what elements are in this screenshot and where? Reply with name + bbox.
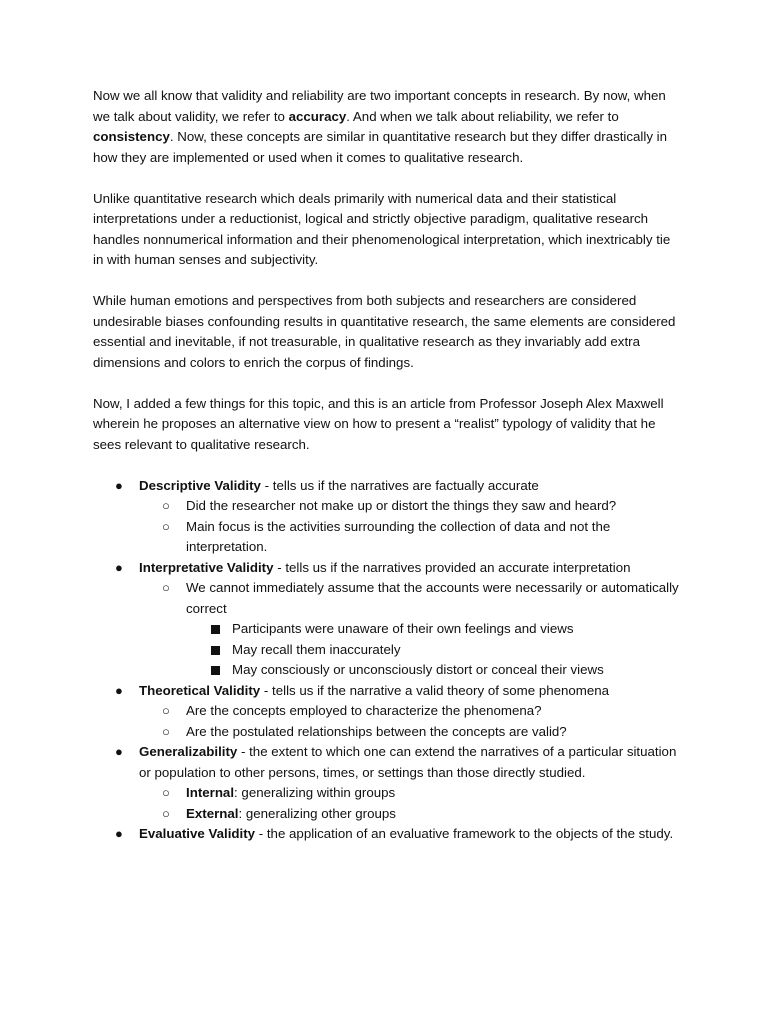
list-subitem [93,517,683,558]
circle-bullet-icon: ○ [162,498,170,513]
paragraph-emotions: While human emotions and perspectives from both subjects and researchers are considered undesirable biases confounding results in quantitative research, the same elements are considered essential and inevitable, if not treasurable, in qualitative research as they invariably add extra dimensions and colors to enrich the corpus of findings. [93,293,676,370]
list-subitem [93,804,683,825]
list-term: Descriptive Validity [139,477,261,493]
list-subsubitem [93,660,683,681]
circle-bullet-icon: ○ [162,703,170,718]
document-page [93,86,683,845]
subitem-text: : generalizing other groups [238,805,396,821]
subitem-text: Are the concepts employed to characterize the phenomena? [186,703,542,718]
circle-bullet-icon: ○ [162,805,170,821]
subsubitem-text: May consciously or unconsciously distort or conceal their views [232,662,604,677]
list-desc: - tells us if the narratives provided an accurate interpretation [273,559,631,575]
list-desc: - tells us if the narrative a valid theory of some phenomena [260,682,610,698]
list-term: Generalizability [139,744,238,759]
paragraph-intro [93,86,683,168]
list-term: Interpretative Validity [139,559,274,575]
list-subitem [93,701,683,722]
text-run: . Now, these concepts are similar in quantitative research but they differ drastically in how they are implemented or used when it comes to qualitative research. [93,129,668,165]
subitem-text: Main focus is the activities surrounding the collection of data and not the interpretation. [186,518,611,554]
subitem-text: Are the postulated relationships between the concepts are valid? [186,723,567,739]
bullet-icon: ● [115,559,123,575]
list-item-theoretical [93,681,683,702]
list-desc: - the extent to which one can extend the narratives of a particular situation or population to other persons, times, or settings than those directly studied. [139,744,677,780]
list-subitem [93,578,683,619]
term-consistency: consistency [93,129,170,144]
list-subsubitem [93,619,683,640]
term-accuracy: accuracy [288,108,347,124]
bullet-icon: ● [115,477,123,493]
text-run: . And when we talk about reliability, we refer to [346,108,619,124]
list-item-descriptive [93,476,683,497]
circle-bullet-icon: ○ [162,580,170,595]
paragraph-maxwell: Now, I added a few things for this topic, and this is an article from Professor Joseph Alex Maxwell wherein he proposes an alternative view on how to present a “realist” typology of validity that he sees relevant to qualitative research. [93,395,664,452]
list-desc: - tells us if the narratives are factually accurate [260,477,539,493]
subitem-text: Did the researcher not make up or distort the things they saw and heard? [186,498,617,513]
bullet-icon: ● [115,682,123,698]
square-bullet-icon [211,646,220,655]
subitem-text: We cannot immediately assume that the accounts were necessarily or automatically correct [186,580,679,616]
list-desc: - the application of an evaluative framework to the objects of the study. [255,826,674,841]
circle-bullet-icon: ○ [162,723,170,739]
subitem-text: : generalizing within groups [234,785,396,800]
validity-list [93,476,683,845]
subsubitem-text: May recall them inaccurately [232,641,401,657]
list-subitem [93,496,683,517]
list-item-evaluative [93,824,683,845]
paragraph-quantitative: Unlike quantitative research which deals primarily with numerical data and their statistical interpretations under a reductionist, logical and strictly objective paradigm, qualitative research handles nonnumerical information and their phenomenological interpretation, which inextricably tie in with human senses and subjectivity. [93,190,671,267]
list-item-generalizability [93,742,683,783]
text-run: Now we all know that validity and reliability are two important concepts in research. By now, when we talk about validity, we refer to [93,88,666,124]
list-term: Evaluative Validity [139,826,256,841]
subsubitem-text: Participants were unaware of their own feelings and views [232,621,574,636]
subitem-term: External [186,805,239,821]
list-subitem [93,722,683,743]
square-bullet-icon [211,666,220,675]
list-term: Theoretical Validity [139,682,261,698]
list-subitem [93,783,683,804]
bullet-icon: ● [115,744,123,759]
subitem-term: Internal [186,785,235,800]
circle-bullet-icon: ○ [162,785,170,800]
list-item-interpretative [93,558,683,579]
list-subsubitem [93,640,683,661]
square-bullet-icon [211,625,220,634]
circle-bullet-icon: ○ [162,518,170,534]
bullet-icon: ● [115,826,123,841]
